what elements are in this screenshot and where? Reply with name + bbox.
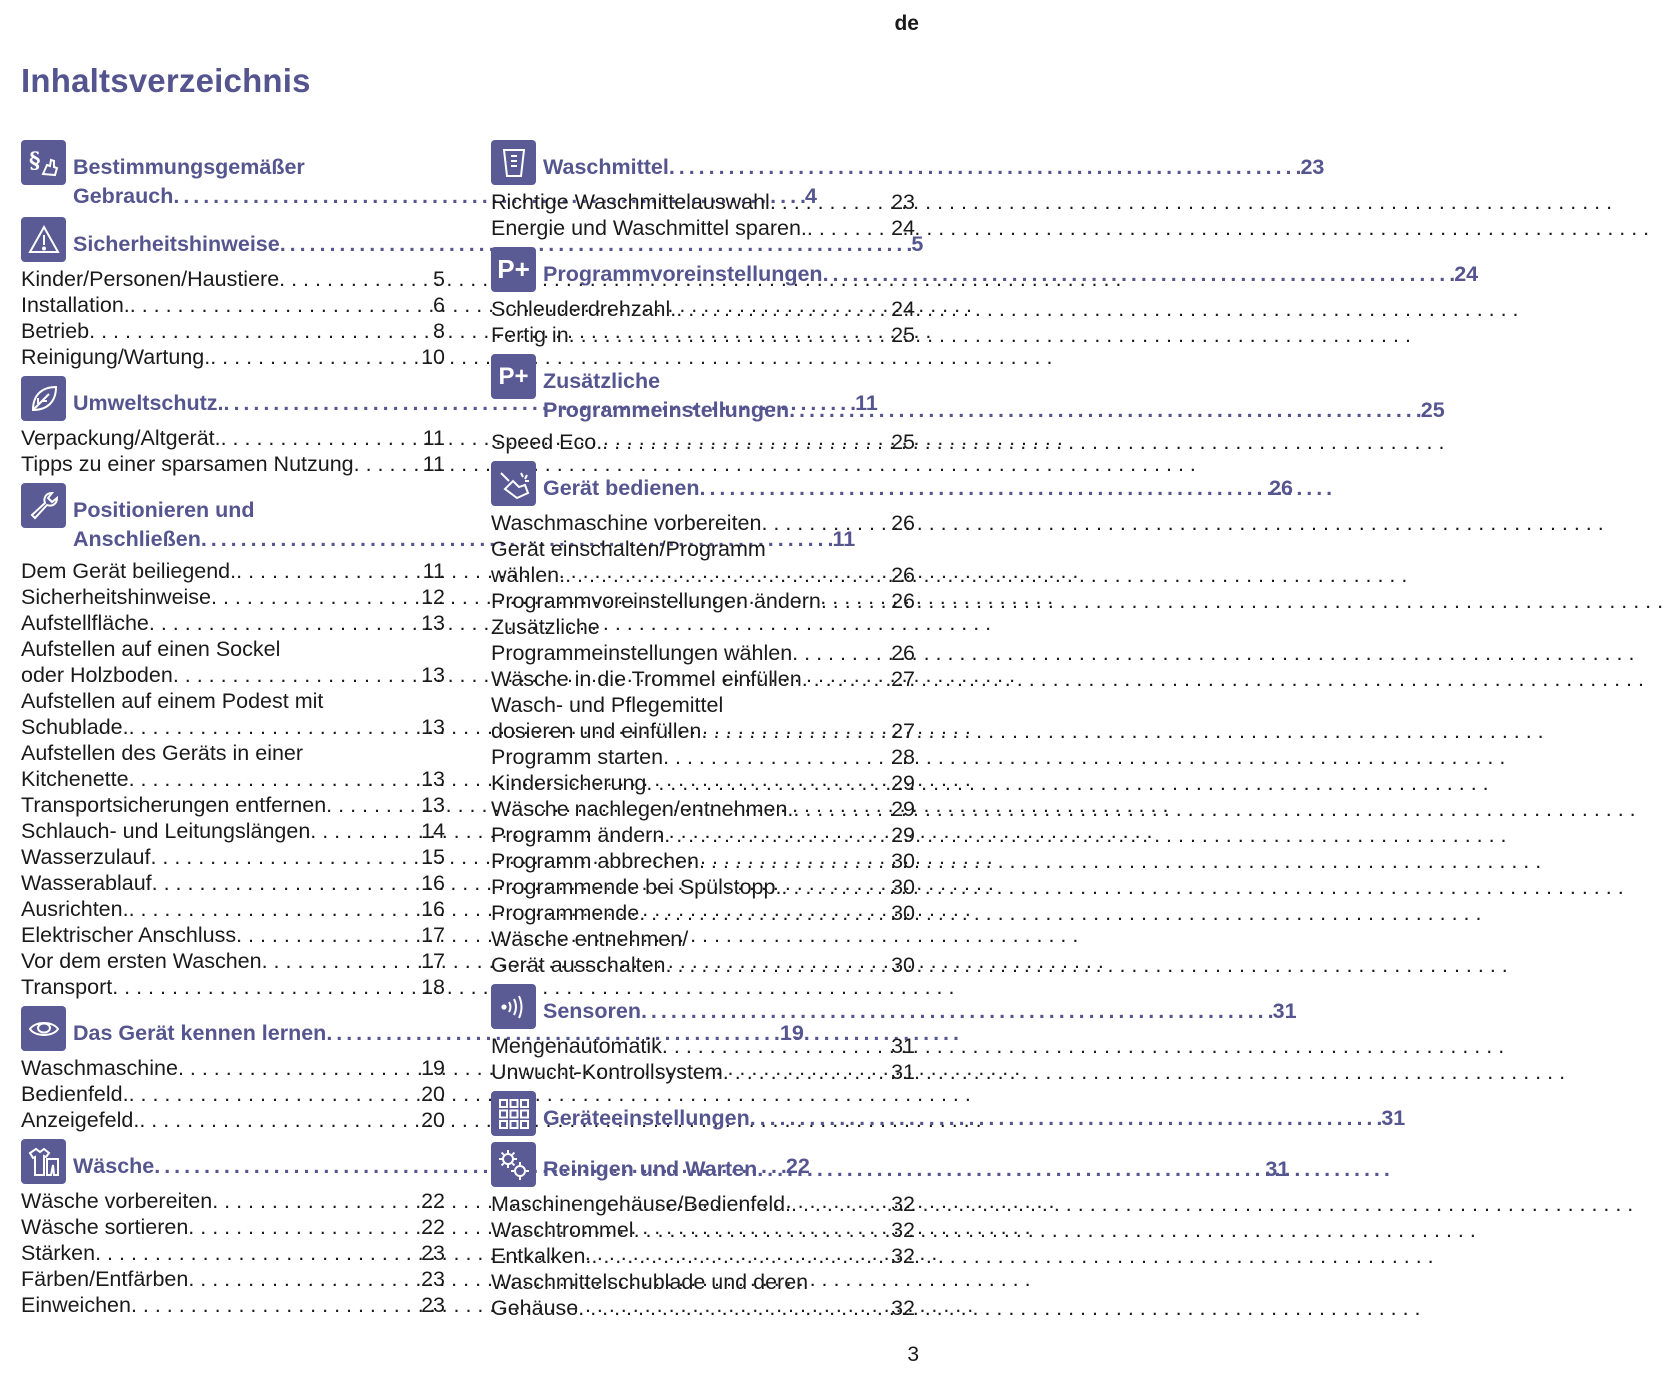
section-page-number: 11: [855, 391, 878, 415]
dot-leader: [130, 292, 433, 318]
entry-title: Transportsicherungen entfernen: [21, 793, 327, 817]
toc-section-heading[interactable]: [491, 984, 1297, 1029]
toc-entry[interactable]: [491, 848, 915, 874]
entry-page-number: 26: [891, 563, 915, 587]
dot-leader: [792, 640, 891, 666]
entry-page-number: 29: [891, 823, 915, 847]
page-title: Inhaltsverzeichnis: [21, 62, 311, 99]
entry-page-number: 27: [891, 719, 915, 743]
toc-entry[interactable]: [491, 322, 915, 348]
dot-leader: [591, 1243, 891, 1269]
entry-title: Bedienfeld.: [21, 1082, 129, 1106]
section-title: Programmvoreinstellungen: [543, 262, 823, 286]
entry-title: Wäsche nachlegen/entnehmen.: [491, 797, 794, 821]
dot-leader: [663, 744, 891, 770]
entry-page-number: 14: [421, 819, 445, 843]
toc-entry[interactable]: [21, 844, 445, 870]
entry-page-number: 23: [891, 190, 915, 214]
toc-entry[interactable]: [21, 425, 445, 451]
toc-entry[interactable]: [21, 1266, 445, 1292]
dot-leader: [173, 662, 421, 688]
section-title: Gerät bedienen: [543, 476, 700, 500]
dot-leader: [789, 396, 1421, 425]
entry-page-number: 22: [421, 1215, 445, 1239]
entry-page-number: 22: [421, 1189, 445, 1213]
entry-title: Energie und Waschmittel sparen.: [491, 216, 807, 240]
dot-leader: [569, 322, 891, 348]
entry-title: Färben/Entfärben: [21, 1267, 189, 1291]
entry-title: Aufstellen auf einem Podest mit: [21, 689, 324, 713]
toc-entry[interactable]: [491, 1059, 915, 1085]
entry-title: Wäsche entnehmen/: [491, 927, 689, 951]
svg-text:§: §: [28, 147, 41, 174]
dot-leader: [129, 714, 421, 740]
entry-title: Unwucht-Kontrollsystem: [491, 1060, 723, 1084]
entry-title: Programmende: [491, 901, 640, 925]
entry-title: Kitchenette: [21, 767, 129, 791]
dot-leader: [676, 296, 891, 322]
toc-entry-list: [21, 1188, 445, 1318]
entry-title: dosieren und einfüllen: [491, 719, 702, 743]
entry-title: Waschmittelschublade und deren: [491, 1270, 809, 1294]
page-number: 3: [907, 1343, 919, 1366]
entry-page-number: 13: [421, 663, 445, 687]
dot-leader: [262, 948, 421, 974]
entry-title: Zusätzliche: [491, 615, 600, 639]
toc-entry[interactable]: [21, 292, 445, 318]
dot-leader: [89, 318, 433, 344]
dot-leader: [821, 588, 891, 614]
toc-entry[interactable]: [491, 874, 915, 900]
dot-leader: [666, 952, 892, 978]
section-page-number: 23: [1300, 155, 1325, 179]
entry-page-number: 17: [421, 923, 445, 947]
dot-leader: [646, 770, 891, 796]
entry-title: Wäsche sortieren: [21, 1215, 189, 1239]
section-page-number: 22: [785, 1154, 810, 1178]
entry-page-number: 20: [421, 1108, 445, 1132]
dot-leader: [129, 896, 422, 922]
toc-entry[interactable]: [491, 692, 915, 744]
section-title: Zusätzliche: [543, 369, 661, 393]
entry-title: Wasserablauf: [21, 871, 152, 895]
entry-page-number: 29: [891, 771, 915, 795]
toc-entry[interactable]: [491, 822, 915, 848]
toc-entry[interactable]: [491, 215, 915, 241]
entry-page-number: 15: [421, 845, 445, 869]
entry-title: Wäsche in die Trommel einfüllen: [491, 667, 802, 691]
entry-title: Programm abbrechen: [491, 849, 699, 873]
dot-leader: [326, 792, 421, 818]
section-title: Sensoren: [543, 999, 641, 1023]
section-page-number: 11: [832, 527, 856, 551]
entry-title: wählen.: [491, 563, 566, 587]
dot-leader: [793, 796, 891, 822]
section-title: Reinigen und Warten: [543, 1157, 758, 1181]
entry-page-number: 12: [421, 585, 445, 609]
toc-entry[interactable]: [21, 344, 445, 370]
dot-leader: [602, 429, 891, 455]
toc-right-column: [491, 134, 1479, 1325]
entry-title: Elektrischer Anschluss: [21, 923, 237, 947]
dot-leader: [221, 425, 423, 451]
section-title: Waschmittel: [543, 155, 669, 179]
section-title: Anschließen: [73, 527, 201, 551]
entry-title: Wäsche vorbereiten: [21, 1189, 213, 1213]
toc-entry[interactable]: [491, 1033, 915, 1059]
entry-title: Betrieb: [21, 319, 90, 343]
entry-title: Gerät ausschalten: [491, 953, 666, 977]
toc-entry[interactable]: [21, 948, 445, 974]
entry-page-number: 11: [422, 559, 445, 583]
dot-leader: [565, 562, 891, 588]
entry-title: Tipps zu einer sparsamen Nutzung: [21, 452, 354, 476]
entry-page-number: 26: [891, 589, 915, 613]
toc-entry[interactable]: [491, 588, 915, 614]
entry-page-number: 16: [421, 897, 445, 921]
entry-title: oder Holzboden: [21, 663, 173, 687]
entry-title: Einweichen: [21, 1293, 131, 1317]
entry-title: Wasch- und Pflegemittel: [491, 693, 724, 717]
entry-page-number: 30: [891, 901, 915, 925]
toc-entry-list: [491, 296, 915, 348]
section-page-number: 19: [779, 1021, 804, 1045]
dot-leader: [634, 1217, 892, 1243]
toc-entry[interactable]: [21, 558, 445, 584]
dot-leader: [212, 1188, 421, 1214]
toc-entry[interactable]: [21, 1214, 445, 1240]
section-page-number: 24: [1454, 262, 1479, 286]
dot-leader: [236, 922, 421, 948]
toc-entry[interactable]: [21, 1081, 445, 1107]
entry-title: Programm ändern: [491, 823, 665, 847]
entry-page-number: 24: [891, 216, 915, 240]
entry-page-number: 27: [891, 667, 915, 691]
toc-entry[interactable]: [491, 1217, 915, 1243]
toc-entry[interactable]: [21, 318, 445, 344]
entry-page-number: 32: [891, 1192, 915, 1216]
warning-triangle-icon: [21, 217, 66, 262]
entry-page-number: 23: [421, 1293, 445, 1317]
dot-leader: [188, 1214, 421, 1240]
toc-entry-list: [21, 425, 445, 477]
section-title: Das Gerät kennen lernen: [73, 1021, 327, 1045]
entry-title: Schlauch- und Leitungslängen: [21, 819, 311, 843]
entry-title: Maschinengehäuse/Bedienfeld.: [491, 1192, 792, 1216]
entry-title: Gehäuse: [491, 1296, 579, 1320]
section-page-number: 31: [1381, 1106, 1406, 1130]
toc-entry-list: [491, 429, 915, 455]
toc-entry-list: [491, 510, 915, 978]
dot-leader: [781, 874, 891, 900]
entry-page-number: 24: [891, 297, 915, 321]
entry-page-number: 6: [433, 293, 445, 317]
toc-entry[interactable]: [21, 451, 445, 477]
toc-entry[interactable]: [491, 926, 915, 978]
section-title: Bestimmungsgemäßer: [73, 155, 305, 179]
toc-entry[interactable]: [491, 1191, 915, 1217]
laundry-icon: [21, 1139, 66, 1184]
dot-leader: [354, 451, 423, 477]
toc-entry[interactable]: [21, 1107, 445, 1133]
entry-title: Vor dem ersten Waschen: [21, 949, 262, 973]
entry-title: Ausrichten.: [21, 897, 129, 921]
toc-entry[interactable]: [491, 666, 915, 692]
sensor-waves-icon: [491, 984, 536, 1029]
entry-title: Fertig in: [491, 323, 569, 347]
entry-title: Kinder/Personen/Haustiere: [21, 267, 280, 291]
section-page-number: 25: [1420, 398, 1445, 422]
entry-page-number: 13: [421, 715, 445, 739]
p-plus-extra-icon: P+: [491, 354, 536, 399]
entry-page-number: 18: [421, 975, 445, 999]
toc-entry[interactable]: [21, 1055, 445, 1081]
detergent-cup-icon: [491, 140, 536, 185]
toc-entry[interactable]: [491, 744, 915, 770]
toc-entry[interactable]: [21, 974, 445, 1000]
toc-entry[interactable]: [21, 792, 445, 818]
toc-entry-list: [21, 558, 445, 1000]
toc-entry[interactable]: [491, 536, 915, 588]
entry-title: Mengenautomatik: [491, 1034, 662, 1058]
dot-leader: [131, 1292, 421, 1318]
p-plus-icon: P+: [491, 247, 536, 292]
dot-leader: [139, 1107, 421, 1133]
toc-section-heading[interactable]: [491, 1142, 1290, 1187]
dot-leader: [129, 1081, 421, 1107]
entry-title: Waschtrommel: [491, 1218, 634, 1242]
entry-page-number: 5: [433, 267, 445, 291]
entry-title: Programmeinstellungen wählen: [491, 641, 793, 665]
entry-title: Waschmaschine vorbereiten: [491, 511, 762, 535]
toc-section-heading[interactable]: [491, 354, 1445, 425]
entry-page-number: 25: [891, 430, 915, 454]
toc-entry[interactable]: [21, 610, 445, 636]
dot-leader: [791, 1191, 891, 1217]
dot-leader: [578, 1295, 891, 1321]
toc-entry[interactable]: [21, 636, 445, 688]
dot-leader: [310, 818, 421, 844]
dot-leader: [701, 718, 891, 744]
entry-page-number: 17: [421, 949, 445, 973]
dot-leader: [802, 666, 891, 692]
entry-page-number: 29: [891, 797, 915, 821]
entry-page-number: 28: [891, 745, 915, 769]
dot-leader: [662, 1033, 891, 1059]
section-title: Gebrauch: [73, 184, 174, 208]
entry-title: Anzeigefeld.: [21, 1108, 140, 1132]
entry-page-number: 31: [891, 1060, 915, 1084]
section-title: Sicherheitshinweise: [73, 232, 280, 256]
toc-entry[interactable]: [21, 1292, 445, 1318]
toc-entry[interactable]: [491, 796, 915, 822]
section-page-number: 26: [1269, 476, 1293, 500]
entry-title: Gerät einschalten/Programm: [491, 537, 766, 561]
entry-title: Aufstellen des Geräts in einer: [21, 741, 304, 765]
entry-page-number: 8: [433, 319, 445, 343]
entry-title: Schublade.: [21, 715, 129, 739]
toc-entry[interactable]: [21, 688, 445, 740]
dot-leader: [178, 1055, 421, 1081]
dot-leader: [236, 558, 423, 584]
section-page-number: 4: [805, 184, 817, 208]
dot-leader: [761, 510, 891, 536]
section-title: Geräteeinstellungen: [543, 1106, 750, 1130]
entry-page-number: 11: [422, 426, 445, 450]
toc-entry[interactable]: [491, 296, 915, 322]
entry-title: Richtige Waschmittelauswahl: [491, 190, 770, 214]
section-page-number: 31: [1265, 1157, 1290, 1181]
grid-settings-icon: [491, 1091, 536, 1136]
toc-entry[interactable]: [21, 266, 445, 292]
entry-page-number: 13: [421, 767, 445, 791]
toc-entry[interactable]: [491, 429, 915, 455]
wrench-icon: [21, 483, 66, 528]
entry-title: Entkalken.: [491, 1244, 592, 1268]
toc-section-heading[interactable]: [491, 247, 1479, 292]
toc-entry[interactable]: [21, 1188, 445, 1214]
entry-title: Schleuderdrehzahl.: [491, 297, 677, 321]
entry-title: Dem Gerät beiliegend.: [21, 559, 237, 583]
entry-page-number: 19: [421, 1056, 445, 1080]
toc-entry[interactable]: [21, 818, 445, 844]
entry-title: Aufstellfläche: [21, 611, 149, 635]
toc-entry[interactable]: [491, 510, 915, 536]
entry-title: Verpackung/Altgerät.: [21, 426, 221, 450]
dot-leader: [211, 584, 421, 610]
entry-page-number: 23: [421, 1241, 445, 1265]
entry-title: Programmvoreinstellungen ändern: [491, 589, 821, 613]
dot-leader: [807, 215, 891, 241]
hand-operate-icon: [491, 461, 536, 506]
entry-page-number: 32: [891, 1218, 915, 1242]
entry-title: Aufstellen auf einen Sockel: [21, 637, 281, 661]
entry-page-number: 26: [891, 641, 915, 665]
gears-sparkle-icon: [491, 1142, 536, 1187]
toc-entry[interactable]: [491, 614, 915, 666]
entry-title: Sicherheitshinweise: [21, 585, 212, 609]
entry-page-number: 30: [891, 849, 915, 873]
dot-leader: [95, 1240, 421, 1266]
entry-page-number: 13: [421, 793, 445, 817]
entry-page-number: 16: [421, 871, 445, 895]
section-title: Wäsche: [73, 1154, 155, 1178]
entry-page-number: 20: [421, 1082, 445, 1106]
entry-page-number: 13: [421, 611, 445, 635]
entry-page-number: 32: [891, 1296, 915, 1320]
toc-entry[interactable]: [491, 1243, 915, 1269]
entry-title: Wasserzulauf: [21, 845, 151, 869]
entry-page-number: 26: [891, 511, 915, 535]
dot-leader: [112, 974, 421, 1000]
toc-entry-list: [491, 189, 915, 241]
entry-page-number: 11: [422, 452, 445, 476]
section-title: Programmeinstellungen: [543, 398, 790, 422]
entry-page-number: 30: [891, 875, 915, 899]
toc-entry-list: [21, 266, 445, 370]
toc-section-heading[interactable]: [491, 140, 1325, 185]
dot-leader: [639, 900, 891, 926]
entry-page-number: 23: [421, 1267, 445, 1291]
dot-leader: [699, 848, 891, 874]
toc-entry-list: [491, 1033, 915, 1085]
language-code: de: [894, 12, 919, 35]
entry-title: Waschmaschine: [21, 1056, 178, 1080]
toc-entry[interactable]: [21, 870, 445, 896]
toc-entry[interactable]: [21, 922, 445, 948]
entry-page-number: 25: [891, 323, 915, 347]
section-title: Umweltschutz.: [73, 391, 224, 415]
toc-entry[interactable]: [491, 900, 915, 926]
entry-page-number: 30: [891, 953, 915, 977]
paragraph-hand-icon: [21, 140, 66, 185]
dot-leader: [664, 822, 891, 848]
entry-page-number: 32: [891, 1244, 915, 1268]
section-page-number: 5: [911, 232, 924, 256]
toc-entry-list: [21, 1055, 445, 1133]
toc-entry[interactable]: [21, 1240, 445, 1266]
toc-section-heading[interactable]: [491, 461, 1293, 506]
dot-leader: [149, 610, 421, 636]
dot-leader: [129, 766, 422, 792]
toc-section-heading[interactable]: [491, 1091, 1406, 1136]
dot-leader: [150, 844, 421, 870]
dot-leader: [152, 870, 421, 896]
dot-leader: [757, 1155, 1265, 1184]
dot-leader: [188, 1266, 421, 1292]
toc-entry[interactable]: [491, 770, 915, 796]
dot-leader: [770, 189, 891, 215]
entry-title: Programmende bei Spülstopp.: [491, 875, 782, 899]
entry-title: Transport: [21, 975, 113, 999]
section-title: Positionieren und: [73, 498, 255, 522]
toc-entry[interactable]: [491, 1269, 915, 1321]
entry-page-number: 10: [421, 345, 445, 369]
leaf-icon: [21, 376, 66, 421]
entry-title: Kindersicherung: [491, 771, 647, 795]
entry-title: Programm starten: [491, 745, 664, 769]
toc-entry[interactable]: [21, 896, 445, 922]
dot-leader: [700, 474, 1269, 503]
dot-leader: [823, 260, 1455, 289]
toc-entry-list: [491, 1191, 915, 1321]
dot-leader: [279, 266, 433, 292]
entry-page-number: 31: [891, 1034, 915, 1058]
entry-title: Stärken: [21, 1241, 96, 1265]
toc-entry[interactable]: [21, 740, 445, 792]
dot-leader: [723, 1059, 891, 1085]
entry-title: Reinigung/Wartung.: [21, 345, 211, 369]
entry-title: Installation.: [21, 293, 130, 317]
dot-leader: [210, 344, 421, 370]
eye-icon: [21, 1006, 66, 1051]
dot-leader: [750, 1104, 1382, 1133]
dot-leader: [641, 997, 1273, 1026]
entry-title: Speed Eco.: [491, 430, 603, 454]
section-page-number: 31: [1272, 999, 1297, 1023]
toc-entry[interactable]: [491, 189, 915, 215]
toc-entry[interactable]: [21, 584, 445, 610]
dot-leader: [669, 153, 1301, 182]
